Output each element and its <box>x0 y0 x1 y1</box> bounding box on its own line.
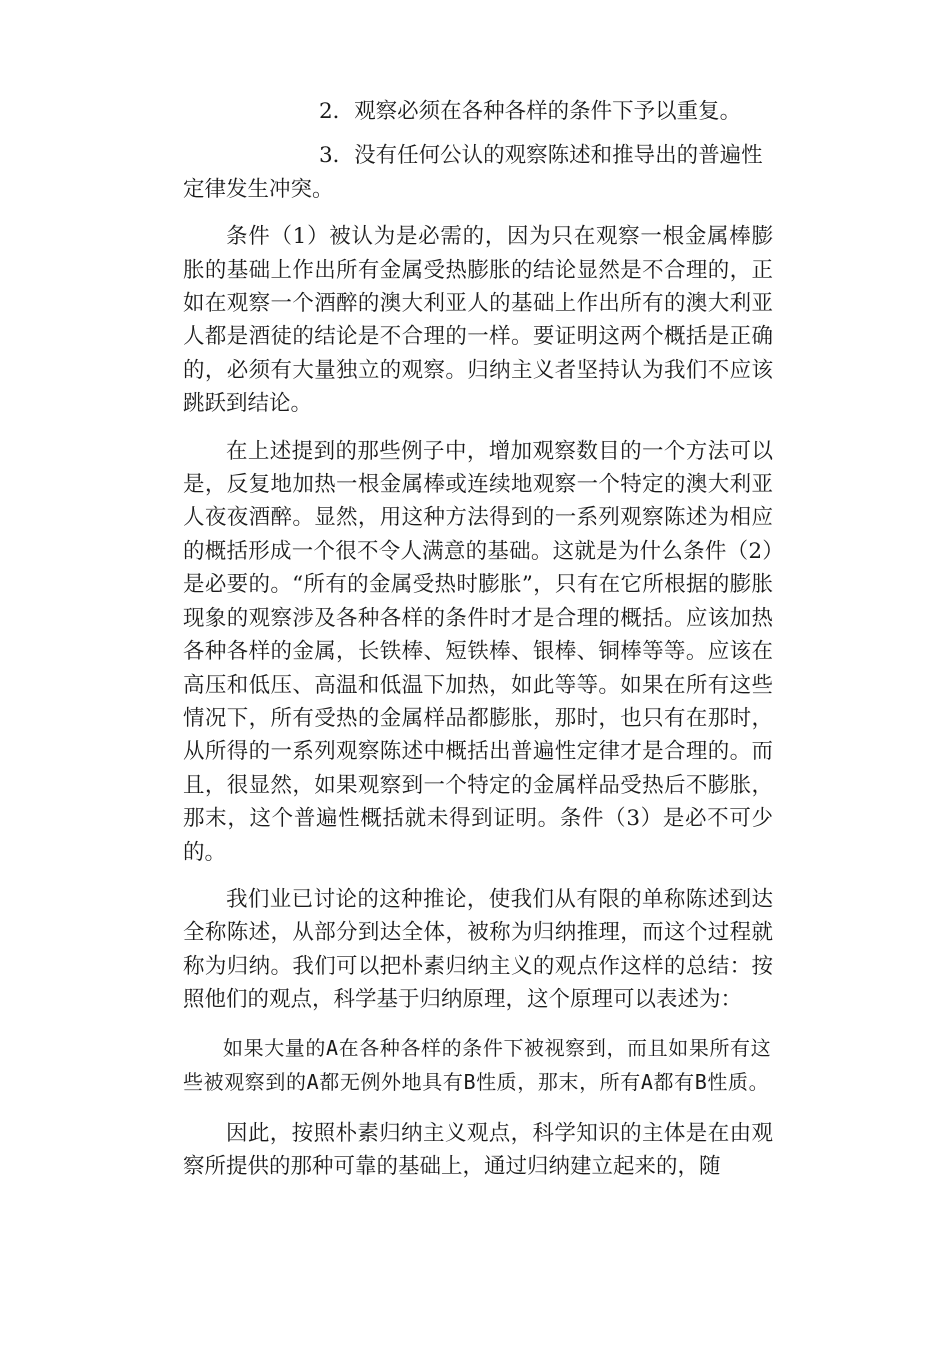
paragraph-condition-2-3: 在上述提到的那些例子中，增加观察数目的一个方法可以是，反复地加热一根金属棒或连续地观察一个特定的澳大利亚人夜夜酒醉。显然，用这种方法得到的一系列观察陈述为相应的概括形成一个很不令人满意的基础。这就是为什么条件（2）是必要的。“所有的金属受热时膨胀”，只有在它所根据的膨胀现象的观察涉及各种各样的条件时才是合理的概括。应该加热各种各样的金属，长铁棒、短铁棒、银棒、铜棒等等。应该在高压和低压、高温和低温下加热，如此等等。如果在所有这些情况下，所有受热的金属样品都膨胀，那时，也只有在那时，从所得的一系列观察陈述中概括出普遍性定律才是合理的。而且，很显然，如果观察到一个特定的金属样品受热后不膨胀，那末，这个普遍性概括就未得到证明。条件（3）是必不可少的。 <box>183 438 773 865</box>
condition-2-item: 2．观察必须在各种各样的条件下予以重复。 <box>319 99 742 124</box>
condition-3-item: 3．没有任何公认的观察陈述和推导出的普遍性定律发生冲突。 <box>183 143 763 202</box>
paragraph-conclusion: 因此，按照朴素归纳主义观点，科学知识的主体是在由观察所提供的那种可靠的基础上，通过归纳建立起来的，随 <box>183 1120 773 1179</box>
paragraph-condition-1: 条件（1）被认为是必需的，因为只在观察一根金属棒膨胀的基础上作出所有金属受热膨胀的结论显然是不合理的，正如在观察一个酒醉的澳大利亚人的基础上作出所有的澳大利亚人都是酒徒的结论是不合理的一样。要证明这两个概括是正确的，必须有大量独立的观察。归纳主义者坚持认为我们不应该跳跃到结论。 <box>183 224 773 417</box>
text-column <box>183 95 773 1197</box>
induction-principle-quote: 如果大量的A在各种各样的条件下被视察到，而且如果所有这些被观察到的A都无例外地具有B性质，那末，所有A都有B性质。 <box>183 1035 772 1094</box>
paragraph-induction: 我们业已讨论的这种推论，使我们从有限的单称陈述到达全称陈述，从部分到达全体，被称为归纳推理，而这个过程就称为归纳。我们可以把朴素归纳主义的观点作这样的总结：按照他们的观点，科学基于归纳原理，这个原理可以表述为： <box>183 886 773 1013</box>
